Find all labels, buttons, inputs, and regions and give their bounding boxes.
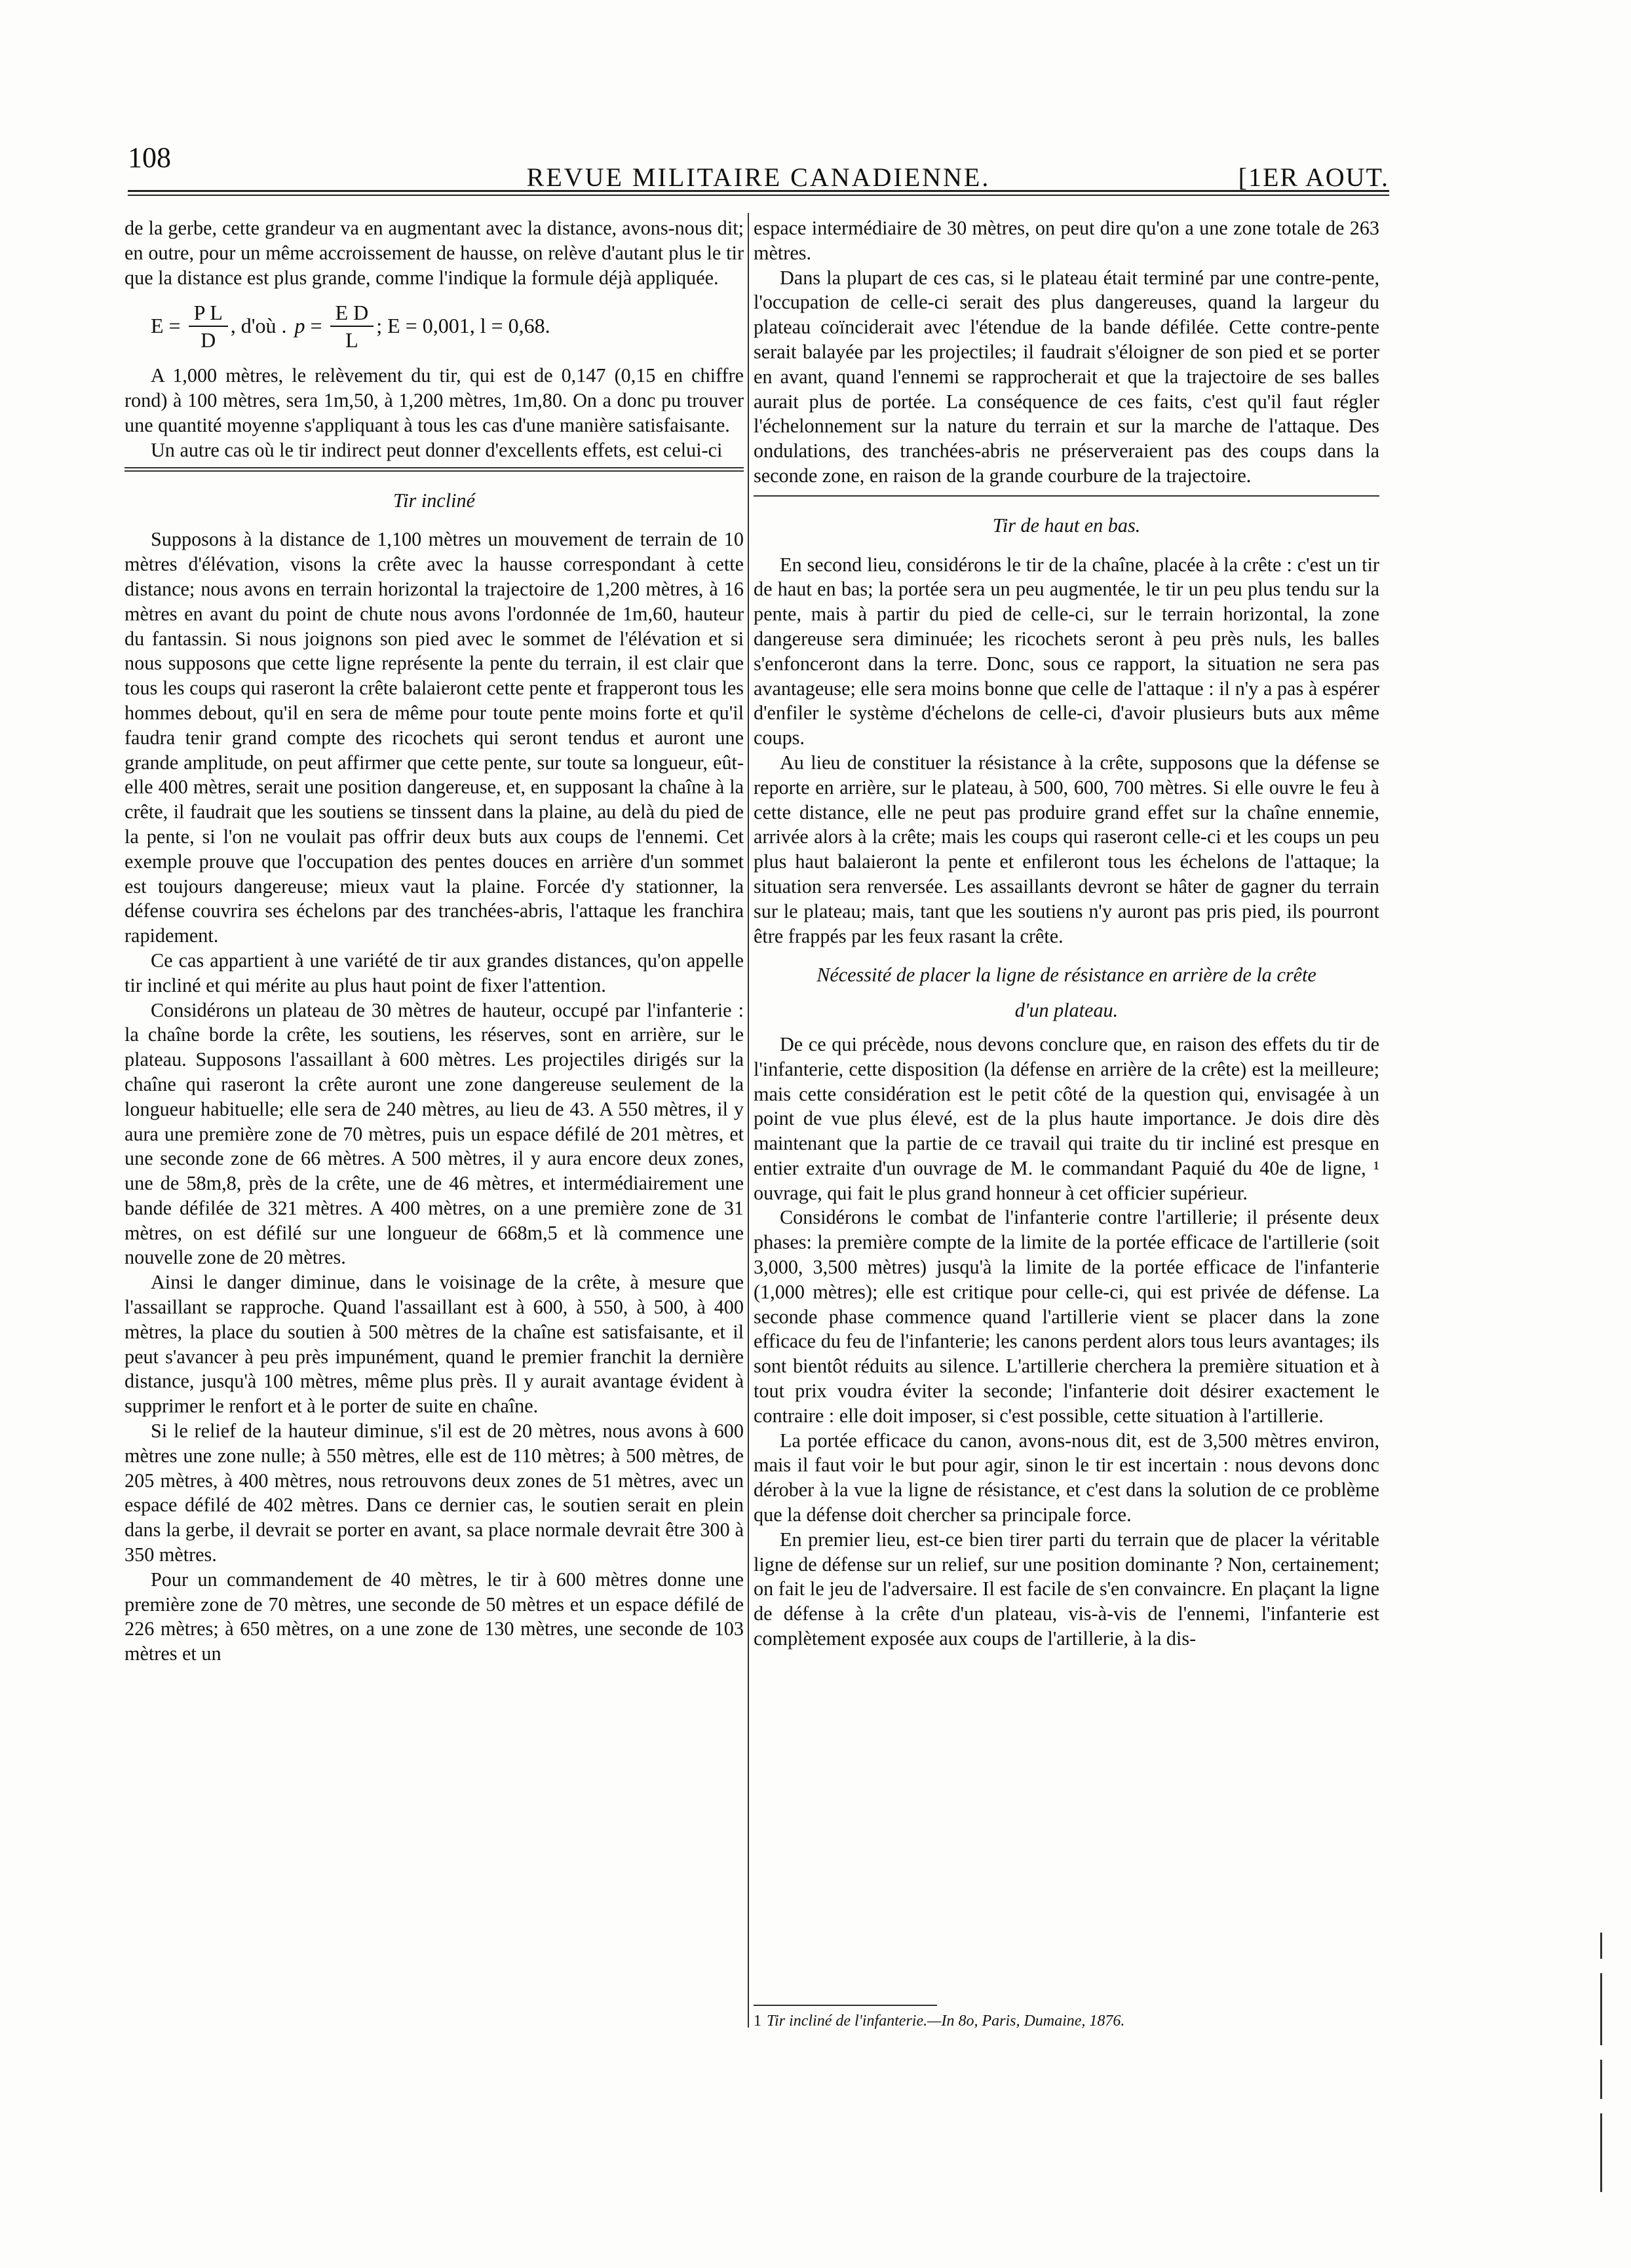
formula-dou: , d'où . [230, 314, 287, 338]
section-rule [754, 495, 1379, 497]
fraction-ed-over-l [330, 299, 374, 353]
paragraph: Pour un commandement de 40 mètres, le tir à 600 mètres donne une première zone de 70 mètres, une seconde de 50 mètres et un espace défilé de 226 mètres; à 650 mètres, on a une zone de 130 mètres, une seconde de 103 mètres et un [125, 1568, 744, 1665]
paragraph: De ce qui précède, nous devons conclure que, en raison des effets du tir de l'infanterie, cette disposition (la défense en arrière de la crête) est la meilleure; mais cette considération est le petit côté de la question qui, envisagée à un point de vue plus élevé, est de la plus haute importance. Je dois dire dès maintenant que la partie de ce travail qui traite du tir incliné est presque en entier extraite d'un ouvrage de M. le commandant Paquié du 40e de ligne, ¹ ouvrage, qui fait le plus grand honneur à cet officier supérieur. [754, 1032, 1379, 1204]
paragraph: Ce cas appartient à une variété de tir aux grandes distances, qu'on appelle tir incliné et qui mérite au plus haut point de fixer l'attention. [125, 949, 744, 996]
footnote [754, 2011, 1379, 2031]
formula-p: p [294, 314, 305, 338]
left-column [125, 216, 744, 1667]
formula-equals: = [168, 314, 181, 338]
paragraph: de la gerbe, cette grandeur va en augmentant avec la distance, avons-nous dit; en outre, pour un même accroissement de hausse, on relève d'autant plus le tir que la distance est plus grande, comme l'indique la formule déjà appliquée. [125, 217, 744, 289]
paragraph: A 1,000 mètres, le relèvement du tir, qui est de 0,147 (0,15 en chiffre rond) à 100 mètres, sera 1m,50, à 1,200 mètres, 1m,80. On a donc pu trouver une quantité moyenne s'appliquant à tous les cas d'une manière satisfaisante. [125, 364, 744, 436]
issue-date: [1ER AOUT. [1238, 162, 1389, 192]
fraction-numerator: P L [189, 299, 228, 327]
header-rule [128, 190, 1389, 196]
paragraph: En second lieu, considérons le tir de la chaîne, placée à la crête : c'est un tir de haut en bas; la portée sera un peu augmentée, le tir un peu plus tendu sur la pente, mais à partir du pied de celle-ci, sur le terrain horizontal, la zone dangereuse sera diminuée; les ricochets seront à peu près nuls, les balles s'enfonceront dans la terre. Donc, sous ce rapport, la situation ne sera pas avantageuse; elle sera moins bonne que celle de l'attaque : il n'y a pas à espérer d'enfiler le système d'échelons de celle-ci, d'avoir plusieurs buts aux même coups. [754, 553, 1379, 749]
column-divider [748, 213, 749, 2028]
section-rule [125, 467, 744, 472]
running-head [128, 134, 1389, 192]
fraction-denominator: D [201, 328, 216, 352]
footnote-rule [754, 2005, 937, 2006]
footnote-marker: 1 [754, 2013, 761, 2030]
paragraph: Ainsi le danger diminue, dans le voisinage de la crête, à mesure que l'assaillant se rapproche. Quand l'assaillant est à 600, à 550, à 500, à 400 mètres, la place du soutien à 500 mètres de la chaîne est satisfaisante, et il peut s'avancer à peu près impunément, quand le premier franchit la dernière distance, jusqu'à 100 mètres, même plus près. Il y aurait avantage évident à supprimer le renfort et à le porter de suite en chaîne. [125, 1271, 744, 1418]
formula-equals: = [310, 314, 322, 338]
section-heading-tir-haut-bas: Tir de haut en bas. [992, 514, 1141, 537]
fraction-pl-over-d [189, 299, 228, 353]
right-column [754, 216, 1379, 1652]
formula-E: E [151, 314, 164, 338]
paragraph: Au lieu de constituer la résistance à la crête, supposons que la défense se reporte en arrière, sur le plateau, à 500, 600, 700 mètres. Si elle ouvre le feu à cette distance, elle ne peut pas produire grand effet sur la chaîne ennemie, arrivée alors à la crête; mais les coups qui raseront celle-ci et les coups un peu plus haut balaieront la pente et enfileront tous les échelons de l'attaque; la situation sera renversée. Les assaillants devront se hâter de gagner du terrain sur le plateau; mais, tant que les soutiens n'y auront pas pris pied, ils pourront être frappés par les feux rasant la crête. [754, 751, 1379, 947]
paragraph: En premier lieu, est-ce bien tirer parti du terrain que de placer la véritable ligne de défense sur un relief, sur une position dominante ? Non, certainement; on fait le jeu de l'adversaire. Il est facile de s'en convaincre. En plaçant la ligne de défense à la crête d'un plateau, vis-à-vis de l'ennemi, l'infanterie est complètement exposée aux coups de l'artillerie, à la dis- [754, 1528, 1379, 1650]
formula-rest: ; E = 0,001, l = 0,68. [376, 314, 550, 338]
journal-title: REVUE MILITAIRE CANADIENNE. [526, 162, 991, 192]
paragraph: Un autre cas où le tir indirect peut donner d'excellents effets, est celui-ci [151, 438, 723, 461]
paragraph: Si le relief de la hauteur diminue, s'il est de 20 mètres, nous avons à 600 mètres une zone nulle; à 550 mètres, elle est de 110 mètres; à 500 mètres, de 205 mètres, à 400 mètres, nous retrouvons deux zones de 51 mètres, avec un espace défilé de 402 mètres. Dans ce dernier cas, le soutien serait en plein dans la gerbe, il devrait se porter en avant, sa place normale devrait être 300 à 350 mètres. [125, 1420, 744, 1566]
paragraph: Considérons un plateau de 30 mètres de hauteur, occupé par l'infanterie : la chaîne borde la crête, les soutiens, les réserves, sont en arrière, sur le plateau. Supposons l'assaillant à 600 mètres. Les projectiles dirigés sur la chaîne qui raseront la crête auront une zone dangereuse seulement de la longueur habituelle; elle sera de 240 mètres, au lieu de 43. A 550 mètres, il y aura une première zone de 70 mètres, puis un espace défilé de 201 mètres, et une seconde zone de 66 mètres. A 500 mètres, il y aura encore deux zones, une de 58m,8, près de la crête, une de 46 mètres, et intermédiairement une bande défilée de 321 mètres. A 400 mètres, on a une première zone de 31 mètres, on est défilé sur une longueur de 668m,5 et là commence une nouvelle zone de 20 mètres. [125, 998, 744, 1269]
section-heading-necessite [754, 963, 1379, 1023]
footnote-text: Tir incliné de l'infanterie.—In 8o, Paris, Dumaine, 1876. [767, 2013, 1125, 2030]
section-heading-line: Nécessité de placer la ligne de résistance en arrière de la crête [816, 964, 1316, 987]
section-heading-line: d'un plateau. [1014, 999, 1119, 1022]
formula [151, 299, 744, 353]
paragraph: Supposons à la distance de 1,100 mètres un mouvement de terrain de 10 mètres d'élévation, visons la crête avec la hausse correspondant à cette distance; nous avons en terrain horizontal la trajectoire de 1,200 mètres, à 16 mètres en avant du point de chute nous avons l'ordonnée de 1m,60, hauteur du fantassin. Si nous joignons son pied avec le sommet de l'élévation et si nous supposons que cette ligne représente la pente du terrain, il est clair que tous les coups qui raseront la crête balaieront cette pente et frapperont tous les hommes debout, qu'il en sera de même pour toute pente moins forte et qu'il faudra tenir grand compte des ricochets qui seront tendus et auront une grande amplitude, on peut affirmer que cette pente, sur toute sa longueur, eût-elle 400 mètres, serait une position dangereuse, et, en supposant la chaîne à la crête, il faudrait que les soutiens se tinssent dans la plaine, au delà du pied de la pente, si l'on ne voulait pas offrir deux buts aux coups de l'ennemi. Cet exemple prouve que l'occupation des pentes douces en arrière d'un sommet est toujours dangereuse; mieux vaut la plaine. Forcée d'y stationner, la défense couvrira ses échelons par des tranchées-abris, l'attaque les franchira rapidement. [125, 528, 744, 947]
fraction-denominator: L [345, 328, 358, 352]
margin-scan-marks [1599, 1933, 1607, 2208]
paragraph: La portée efficace du canon, avons-nous dit, est de 3,500 mètres environ, mais il faut voir le but pour agir, sinon le tir est incertain : nous devons donc dérober à la vue la ligne de résistance, et c'est dans la solution de ce problème que la défense doit chercher sa principale force. [754, 1429, 1379, 1526]
paragraph: Dans la plupart de ces cas, si le plateau était terminé par une contre-pente, l'occupation de celle-ci serait des plus dangereuses, quand la largeur du plateau coïnciderait avec l'étendue de la bande défilée. Cette contre-pente serait balayée par les projectiles; il faudrait s'éloigner de son pied et se porter en avant, quand l'ennemi se rapprocherait et que la trajectoire de ses balles aurait plus de portée. La conséquence de ces faits, c'est qu'il faut régler l'échelonnement sur la nature du terrain et sur la marche de l'attaque. Des ondulations, des tranchées-abris ne préserveraient pas des coups dans la seconde zone, en raison de la grande courbure de la trajectoire. [754, 266, 1379, 487]
paragraph: espace intermédiaire de 30 mètres, on peut dire qu'on a une zone totale de 263 mètres. [754, 217, 1379, 264]
paragraph: Considérons le combat de l'infanterie contre l'artillerie; il présente deux phases: la première compte de la limite de la portée efficace de l'artillerie (soit 3,000, 3,500 mètres) jusqu'à la limite de la portée efficace de l'infanterie (1,000 mètres); elle est critique pour celle-ci, qui est privée de défense. La seconde phase commence quand l'artillerie vient se placer dans la zone efficace du feu de l'infanterie; les canons perdent alors tous leurs avantages; ils sont bientôt réduits au silence. L'artillerie cherchera la première situation et à tout prix voudra éviter la seconde; l'infanterie doit désirer exactement le contraire : elle doit imposer, si c'est possible, cette situation à l'artillerie. [754, 1206, 1379, 1427]
section-heading-tir-incline: Tir incliné [393, 489, 475, 512]
fraction-numerator: E D [330, 299, 374, 327]
page-number: 108 [128, 142, 171, 174]
